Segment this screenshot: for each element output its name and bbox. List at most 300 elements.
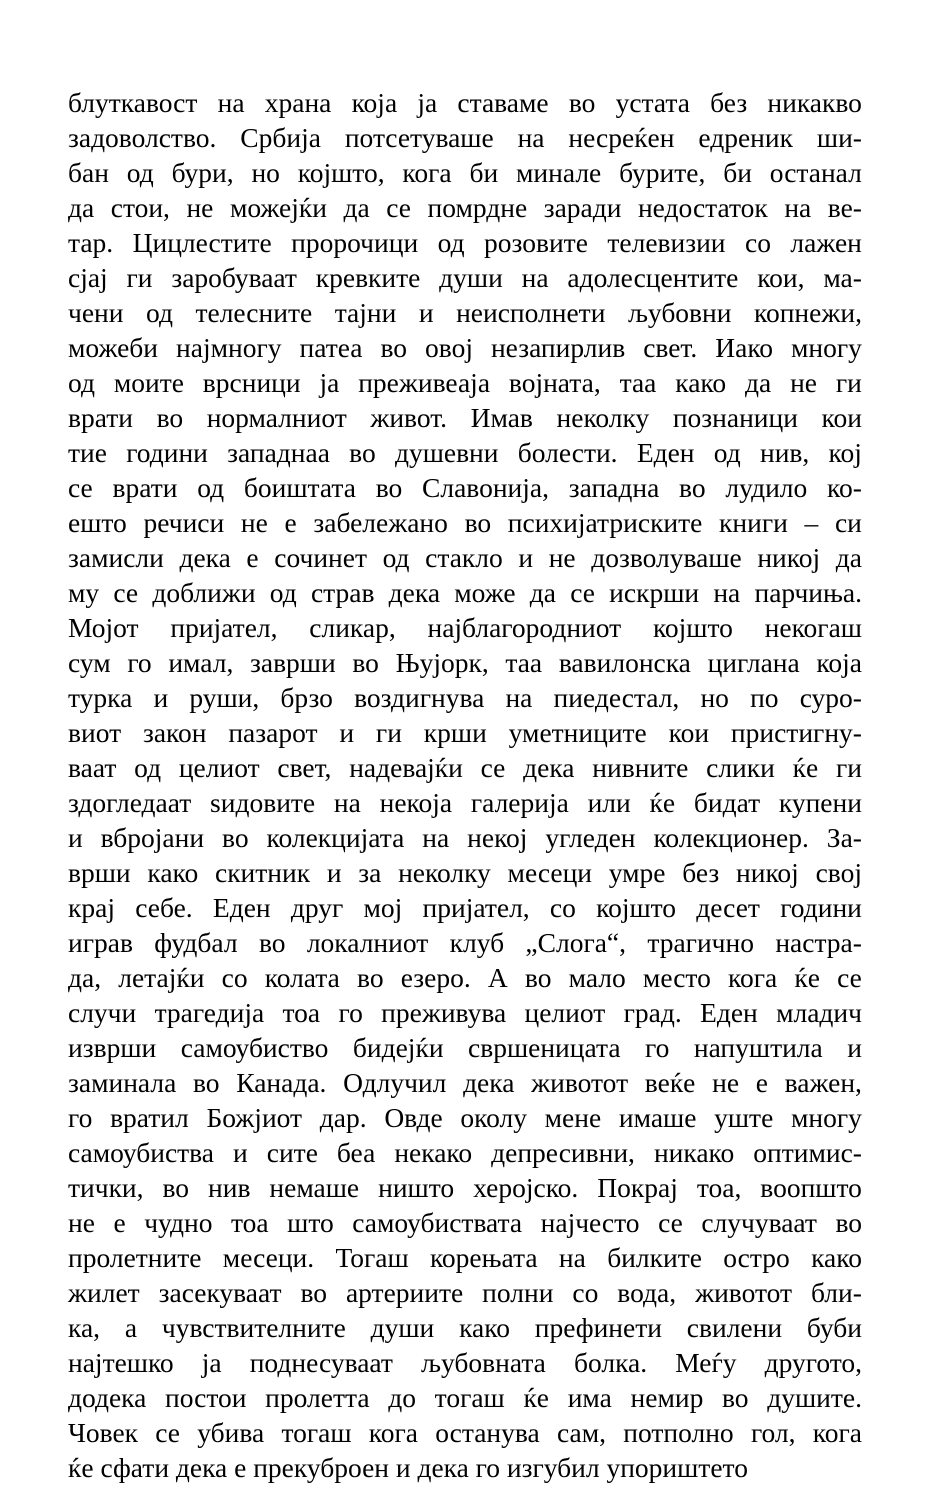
body-line — [68, 645, 862, 680]
word: надевајќи — [349, 752, 463, 783]
word: дека — [523, 752, 575, 783]
body-line — [68, 1275, 862, 1310]
word: виот — [68, 717, 122, 748]
word: живот. — [370, 402, 448, 433]
word: важен, — [784, 1067, 862, 1098]
word: случуваат — [701, 1207, 817, 1238]
word: бури, — [171, 157, 234, 188]
word: го — [338, 997, 363, 1028]
word: познаници — [672, 402, 798, 433]
word: сите — [266, 1137, 318, 1168]
word: никако — [653, 1137, 735, 1168]
word: ја — [201, 1347, 222, 1378]
word: западна — [568, 472, 660, 503]
word: го — [68, 1102, 93, 1133]
word: Еден — [636, 437, 695, 468]
word: пролетта — [265, 1382, 370, 1413]
word: од — [713, 437, 741, 468]
word: адолесцентите — [567, 262, 739, 293]
word: месеци — [507, 857, 593, 888]
body-line — [68, 1135, 862, 1170]
word: полни — [482, 1277, 554, 1308]
word: ко- — [827, 472, 862, 503]
word: години — [126, 437, 208, 468]
word: тие — [68, 437, 107, 468]
body-line — [68, 260, 862, 295]
word: во — [300, 1277, 328, 1308]
word: во — [258, 927, 286, 958]
body-line — [68, 1345, 862, 1380]
word: во — [156, 402, 184, 433]
body-line — [68, 575, 862, 610]
body-line — [68, 855, 862, 890]
word: да — [529, 577, 556, 608]
word: вода, — [617, 1277, 677, 1308]
word: клуб — [449, 927, 505, 958]
word: или — [587, 787, 631, 818]
word: ши- — [816, 122, 862, 153]
word: и — [339, 717, 355, 748]
word: сум — [68, 647, 111, 678]
body-line — [68, 750, 862, 785]
body-line — [68, 1205, 862, 1240]
word: минале — [516, 157, 602, 188]
word: моите — [113, 367, 184, 398]
word: е — [246, 542, 259, 573]
word: пријател, — [170, 612, 278, 643]
body-line — [68, 400, 862, 435]
word: која — [351, 87, 398, 118]
word: крај — [68, 892, 115, 923]
word: останува — [435, 1417, 540, 1448]
word: стои, — [110, 192, 170, 223]
word: забележано — [313, 507, 448, 538]
word: локалниот — [306, 927, 429, 958]
word: немаше — [269, 1172, 360, 1203]
word: неисполнети — [456, 297, 606, 328]
body-line — [68, 435, 862, 470]
word: турка — [68, 682, 133, 713]
word: вбројани — [100, 822, 205, 853]
word: кои — [668, 717, 710, 748]
word: угледен — [545, 822, 636, 853]
word: лудило — [725, 472, 808, 503]
word: чени — [68, 297, 124, 328]
word: нив — [208, 1172, 251, 1203]
word: во — [375, 472, 403, 503]
word: мало — [568, 962, 626, 993]
body-line — [68, 1100, 862, 1135]
word: сочинет — [274, 542, 367, 573]
body-line — [68, 995, 862, 1030]
word: се — [480, 752, 506, 783]
word: постои — [165, 1382, 247, 1413]
word: не — [548, 542, 576, 573]
word: неколку — [556, 402, 650, 433]
word: потполно — [623, 1417, 734, 1448]
word: засекуваат — [158, 1277, 282, 1308]
word: од — [68, 367, 95, 398]
word: во — [835, 1207, 862, 1238]
body-line — [68, 890, 862, 925]
word: Еден — [212, 892, 271, 923]
word: жилет — [68, 1277, 140, 1308]
word: артериите — [345, 1277, 464, 1308]
word: вратил — [110, 1102, 189, 1133]
word: на — [333, 787, 361, 818]
word: од — [382, 542, 410, 573]
word: кој — [828, 437, 862, 468]
word: свет. — [643, 332, 698, 363]
word: околу — [460, 1102, 527, 1133]
word: помрдне — [427, 192, 528, 223]
word: којшто — [596, 892, 677, 923]
word: А — [487, 962, 508, 993]
word: чудно — [144, 1207, 213, 1238]
word: буби — [806, 1312, 862, 1343]
word: незапирлив — [490, 332, 626, 363]
word: некогаш — [764, 612, 862, 643]
word: врсници — [202, 367, 301, 398]
word: од — [197, 472, 225, 503]
word: стакло — [425, 542, 503, 573]
word: би — [723, 157, 752, 188]
word: преживеаја — [358, 367, 491, 398]
word: преживува — [381, 997, 507, 1028]
body-line: ќе сфати дека е прекуброен и дека го изгубил упориштето — [68, 1452, 748, 1483]
word: многу — [790, 1102, 862, 1133]
word: душевни — [394, 437, 499, 468]
word: љубовни — [627, 297, 732, 328]
word: најмногу — [176, 332, 282, 363]
word: го — [645, 1032, 670, 1063]
word: на — [217, 87, 245, 118]
word: Божјиот — [206, 1102, 303, 1133]
word: речиси — [143, 507, 225, 538]
body-line — [68, 120, 862, 155]
word: место — [642, 962, 711, 993]
word: храна — [264, 87, 332, 118]
word: се — [386, 192, 411, 223]
word: бурите, — [619, 157, 706, 188]
body-line — [68, 1415, 862, 1450]
word: се — [155, 1417, 181, 1448]
word: свилени — [686, 1312, 783, 1343]
word: во — [722, 1382, 749, 1413]
word: трагедија — [154, 997, 265, 1028]
word: Србија — [240, 122, 321, 153]
word: којшто — [652, 612, 733, 643]
word: месеци. — [222, 1242, 315, 1273]
word: префинети — [534, 1312, 662, 1343]
word: и — [326, 857, 342, 888]
word: бидејќи — [352, 1032, 444, 1063]
word: ка, — [68, 1312, 101, 1343]
word: доближи — [152, 577, 256, 608]
body-line — [68, 365, 862, 400]
body-line — [68, 680, 862, 715]
word: „Слога“, — [525, 927, 627, 958]
body-line — [68, 1030, 862, 1065]
word: психијатриските — [507, 507, 703, 538]
word: воздигнува — [354, 682, 485, 713]
word: пријател, — [422, 892, 530, 923]
word: тоа — [231, 1207, 269, 1238]
word: ги — [375, 717, 402, 748]
word: и — [518, 542, 534, 573]
word: бан — [68, 157, 109, 188]
word: го — [127, 647, 152, 678]
word: колекцијата — [266, 822, 405, 853]
word: таа — [505, 647, 543, 678]
word: најчесто — [540, 1207, 640, 1238]
word: замисли — [68, 542, 164, 573]
word: којшто, — [297, 157, 385, 188]
word: несреќен — [568, 122, 675, 153]
word: здогледаат — [68, 787, 192, 818]
word: се — [570, 577, 595, 608]
word: ве- — [827, 192, 862, 223]
word: не — [68, 1207, 95, 1238]
word: оптимис- — [753, 1137, 862, 1168]
word: да — [68, 192, 95, 223]
word: си — [834, 507, 862, 538]
word: на — [517, 122, 545, 153]
body-line — [68, 1065, 862, 1100]
word: како — [459, 1312, 510, 1343]
word: десет — [696, 892, 760, 923]
body-line — [68, 820, 862, 855]
word: души — [370, 1312, 435, 1343]
word: некако — [394, 1137, 473, 1168]
word: нивните — [592, 752, 689, 783]
word: некоја — [379, 787, 453, 818]
word: да — [835, 542, 862, 573]
word: Канада. — [236, 1067, 327, 1098]
word: и — [68, 822, 83, 853]
word: мене — [544, 1102, 602, 1133]
word: бли- — [811, 1277, 862, 1308]
word: без — [710, 87, 748, 118]
word: дар. — [319, 1102, 367, 1133]
word: ќе — [794, 962, 820, 993]
word: ги — [835, 367, 862, 398]
body-line — [68, 1170, 862, 1205]
word: чувствителните — [161, 1312, 346, 1343]
word: останал — [769, 157, 862, 188]
word: има — [567, 1382, 612, 1413]
word: тоа — [282, 997, 321, 1028]
body-line — [68, 960, 862, 995]
word: од — [269, 577, 297, 608]
word: е — [755, 1067, 768, 1098]
word: со — [221, 962, 248, 993]
word: кога — [727, 962, 778, 993]
word: уште — [714, 1102, 774, 1133]
word: устата — [615, 87, 690, 118]
word: таа — [619, 367, 657, 398]
word: нив, — [759, 437, 810, 468]
word: до — [388, 1382, 416, 1413]
word: се — [837, 962, 862, 993]
word: љубовната — [421, 1347, 546, 1378]
word: изврши — [68, 1032, 157, 1063]
word: му — [68, 577, 100, 608]
word: во — [679, 472, 706, 503]
word: души — [439, 262, 503, 293]
body-line — [68, 1240, 862, 1275]
word: тички, — [68, 1172, 144, 1203]
word: неколку — [398, 857, 491, 888]
word: – — [804, 507, 819, 538]
word: брзо — [280, 682, 333, 713]
word: Одлучил — [343, 1067, 447, 1098]
word: купени — [778, 787, 862, 818]
word: дека — [463, 1067, 515, 1098]
word: имал, — [168, 647, 234, 678]
word: заминала — [68, 1067, 177, 1098]
word: но — [251, 157, 280, 188]
word: кога — [402, 157, 452, 188]
word: од — [146, 297, 173, 328]
word: фудбал — [154, 927, 238, 958]
word: циглана — [707, 647, 800, 678]
word: животот — [531, 1067, 629, 1098]
word: врши — [68, 857, 131, 888]
word: со — [744, 227, 771, 258]
word: ќе — [792, 752, 819, 783]
word: врати — [68, 402, 133, 433]
word: кога — [812, 1417, 862, 1448]
word: недостаток — [637, 192, 768, 223]
word: со — [572, 1277, 599, 1308]
word: сликар, — [309, 612, 396, 643]
word: на — [422, 822, 450, 853]
word: ќе — [649, 787, 676, 818]
word: самоубиства — [68, 1137, 214, 1168]
word: Имав — [470, 402, 533, 433]
word: бидат — [693, 787, 761, 818]
word: никој — [757, 542, 821, 573]
word: блуткавост — [68, 87, 198, 118]
word: многу — [791, 332, 862, 363]
word: во — [222, 822, 249, 853]
word: се — [68, 472, 93, 503]
word: тар. — [68, 227, 114, 258]
word: најблагородниот — [427, 612, 622, 643]
word: се — [658, 1207, 683, 1238]
word: боиштата — [243, 472, 356, 503]
word: книги — [719, 507, 788, 538]
word: себе. — [135, 892, 193, 923]
word: кревките — [315, 262, 421, 293]
body-line — [68, 505, 862, 540]
word: ваат — [68, 752, 117, 783]
word: имаше — [618, 1102, 697, 1133]
word: на — [713, 577, 741, 608]
word: За- — [826, 822, 862, 853]
word: пазарот — [228, 717, 318, 748]
word: крши — [423, 717, 487, 748]
word: херојско. — [473, 1172, 579, 1203]
word: се — [113, 577, 139, 608]
word: тогаш — [434, 1382, 505, 1413]
word: страв — [310, 577, 375, 608]
word: е — [113, 1207, 126, 1238]
word: пристигну- — [730, 717, 862, 748]
word: за — [358, 857, 382, 888]
body-line — [68, 155, 862, 190]
word: ништо — [378, 1172, 455, 1203]
body-line — [68, 925, 862, 960]
word: суро- — [799, 682, 862, 713]
word: тајни — [334, 297, 397, 328]
word: некој — [467, 822, 528, 853]
word: во — [349, 437, 376, 468]
word: телесните — [195, 297, 313, 328]
word: колекционер. — [653, 822, 809, 853]
word: езеро. — [400, 962, 471, 993]
word: во — [352, 647, 379, 678]
word: случи — [68, 997, 137, 1028]
word: додека — [68, 1382, 147, 1413]
word: на — [521, 262, 549, 293]
word: скитник — [214, 857, 311, 888]
word: никакво — [767, 87, 862, 118]
word: ѕидовите — [210, 787, 316, 818]
word: розовите — [484, 227, 588, 258]
word: во — [464, 507, 492, 538]
body-line — [68, 610, 862, 645]
word: да, — [68, 962, 102, 993]
word: свет, — [277, 752, 332, 783]
word: сам, — [556, 1417, 607, 1448]
word: дека — [179, 542, 231, 573]
word: другото, — [764, 1347, 862, 1378]
word: од — [126, 157, 154, 188]
word: друг — [290, 892, 344, 923]
body-line — [68, 1380, 862, 1415]
word: животот — [695, 1277, 793, 1308]
word: никој — [736, 857, 799, 888]
body-line — [68, 715, 862, 750]
word: но — [700, 682, 729, 713]
word: умре — [608, 857, 666, 888]
word: едреник — [698, 122, 793, 153]
body-line — [68, 85, 862, 120]
word: корењата — [429, 1242, 538, 1273]
word: искрши — [609, 577, 700, 608]
word: западнаа — [227, 437, 330, 468]
word: гол, — [750, 1417, 796, 1448]
word: Еден — [700, 997, 758, 1028]
word: не — [712, 1067, 740, 1098]
word: од — [437, 227, 465, 258]
word: дозволуваше — [591, 542, 742, 573]
word: а — [124, 1312, 138, 1343]
word: да — [343, 192, 370, 223]
word: колата — [264, 962, 340, 993]
word: да — [745, 367, 772, 398]
word: билките — [607, 1242, 702, 1273]
word: пролетните — [68, 1242, 202, 1273]
word: напуштила — [693, 1032, 823, 1063]
word: пророчици — [291, 227, 419, 258]
word: дека — [388, 577, 441, 608]
word: во — [568, 87, 596, 118]
word: на — [505, 682, 533, 713]
word: со — [549, 892, 576, 923]
